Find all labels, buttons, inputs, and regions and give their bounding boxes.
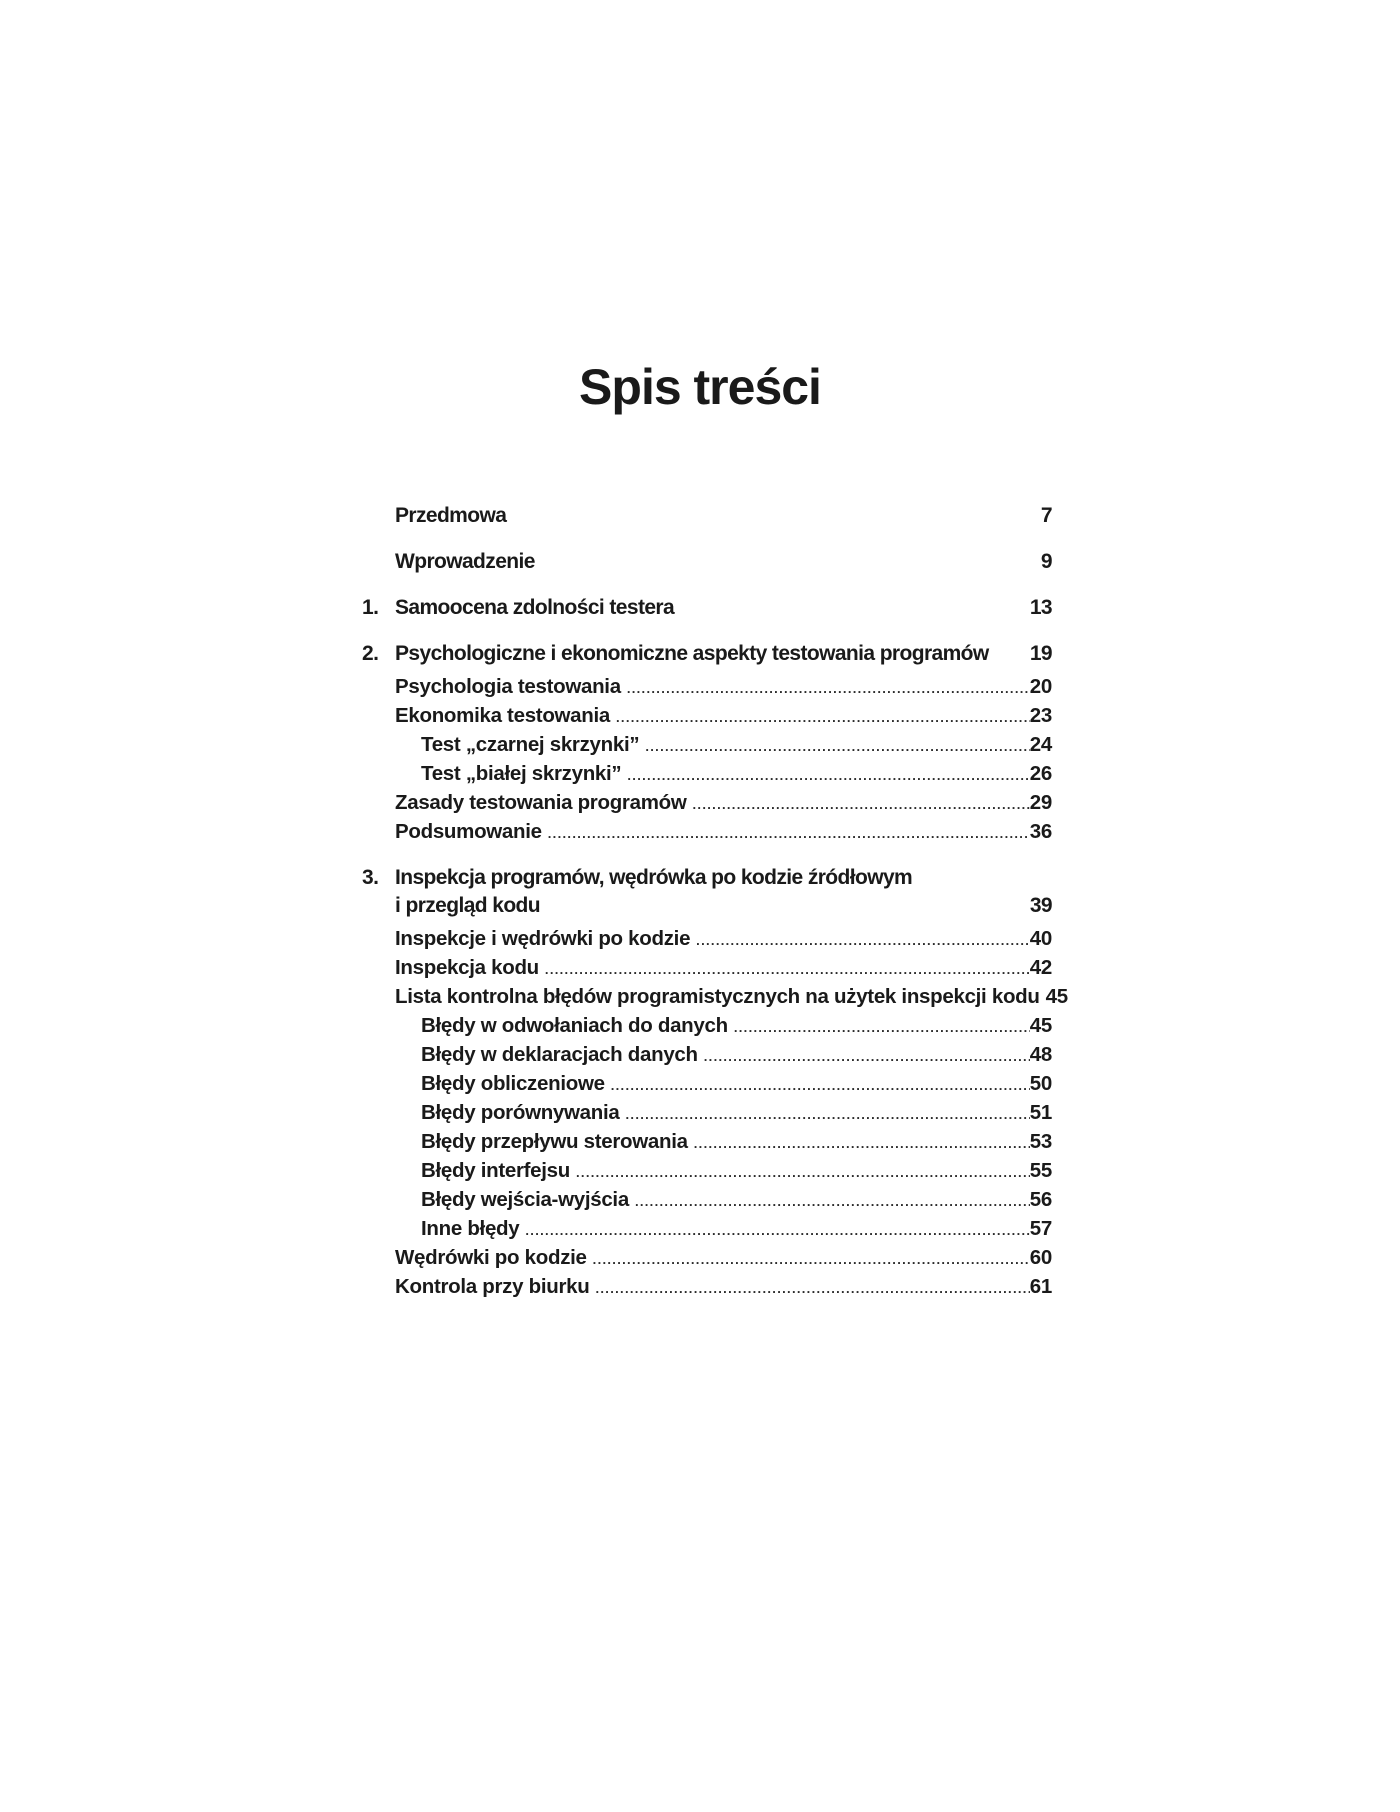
toc-entry[interactable] (395, 1127, 1052, 1156)
toc-chapter-row[interactable] (362, 892, 1052, 920)
toc-entry-page-number: 48 (1029, 1043, 1052, 1066)
toc-entry-title: Ekonomika testowania (395, 704, 611, 727)
toc-entry[interactable] (395, 1272, 1052, 1301)
toc-entry-page-number: 56 (1029, 1188, 1052, 1211)
page-title: Spis treści (579, 359, 821, 415)
toc-entry[interactable] (395, 701, 1052, 730)
toc-entry-page-number: 61 (1029, 1275, 1052, 1298)
toc-chapter (362, 594, 1052, 622)
toc-entry-page-number: 23 (1029, 704, 1052, 727)
toc-dot-leader (545, 955, 1030, 984)
toc-dot-leader (734, 1013, 1030, 1042)
toc-entry-page-number: 55 (1029, 1159, 1052, 1182)
toc-entry-page-number: 45 (1029, 1014, 1052, 1037)
toc-entry[interactable] (395, 730, 1052, 759)
toc-entry-page-number: 42 (1029, 956, 1052, 979)
toc-entry-title: Lista kontrolna błędów programistycznych na użytek inspekcji kodu (395, 985, 1040, 1008)
toc-entry-title: Błędy w odwołaniach do danych (421, 1014, 728, 1037)
toc-entry-title: Inspekcje i wędrówki po kodzie (395, 927, 691, 950)
toc-chapter-row[interactable] (362, 548, 1052, 576)
toc-dot-leader (611, 1071, 1030, 1100)
toc-entry[interactable] (395, 672, 1052, 701)
toc-entry[interactable] (395, 788, 1052, 817)
toc-chapter (362, 864, 1068, 1301)
toc-dot-leader (704, 1042, 1030, 1071)
toc-entry-page-number: 51 (1029, 1101, 1052, 1124)
toc-chapter-page-number: 7 (1040, 504, 1052, 527)
toc-chapter-number: 3. (362, 866, 379, 889)
toc-entry[interactable] (395, 982, 1068, 1011)
toc-dot-leader (645, 732, 1029, 761)
toc-dot-leader (576, 1158, 1030, 1187)
toc-entry-title: Błędy w deklaracjach danych (421, 1043, 698, 1066)
toc-entry-page-number: 36 (1029, 820, 1052, 843)
toc-chapter (362, 640, 1052, 846)
toc-entry[interactable] (395, 1098, 1052, 1127)
toc-chapter-row[interactable] (362, 864, 1052, 892)
toc-entry-page-number: 40 (1029, 927, 1052, 950)
toc-entry-page-number: 53 (1029, 1130, 1052, 1153)
toc-dot-leader (694, 1129, 1030, 1158)
toc-entry[interactable] (395, 759, 1052, 788)
toc-entry-title: Błędy wejścia-wyjścia (421, 1188, 629, 1211)
toc-chapter-page-number: 39 (1029, 894, 1052, 917)
toc-entry-title: Błędy interfejsu (421, 1159, 570, 1182)
toc-dot-leader (626, 1100, 1030, 1129)
toc-dot-leader (593, 1245, 1030, 1274)
toc-entry-list (395, 672, 1052, 846)
toc-entry[interactable] (395, 1069, 1052, 1098)
toc-entry-title: Test „czarnej skrzynki” (421, 733, 640, 756)
toc-chapter-title: Psychologiczne i ekonomiczne aspekty testowania programów (395, 642, 989, 665)
toc-entry[interactable] (395, 1040, 1052, 1069)
toc-dot-leader (693, 790, 1030, 819)
toc-entry-page-number: 24 (1029, 733, 1052, 756)
toc-chapter-page-number: 9 (1040, 550, 1052, 573)
toc-chapter-row[interactable] (362, 640, 1052, 668)
toc-entry-page-number: 45 (1045, 985, 1068, 1008)
toc-chapter-title: Inspekcja programów, wędrówka po kodzie źródłowym (395, 866, 913, 889)
toc-entry[interactable] (395, 1011, 1052, 1040)
toc-dot-leader (635, 1187, 1030, 1216)
toc-entry-title: Kontrola przy biurku (395, 1275, 590, 1298)
toc-entry-page-number: 29 (1029, 791, 1052, 814)
toc-chapter-number: 2. (362, 642, 379, 665)
toc-entry[interactable] (395, 817, 1052, 846)
toc-chapter-title: i przegląd kodu (395, 894, 541, 917)
toc-entry-list (395, 924, 1068, 1301)
toc-chapter (362, 548, 1052, 576)
table-of-contents (362, 502, 1068, 1301)
toc-entry-title: Błędy przepływu sterowania (421, 1130, 688, 1153)
toc-chapter-row[interactable] (362, 594, 1052, 622)
toc-dot-leader (627, 761, 1029, 790)
toc-entry-page-number: 60 (1029, 1246, 1052, 1269)
toc-entry-title: Zasady testowania programów (395, 791, 687, 814)
toc-chapter-title: Samoocena zdolności testera (395, 596, 675, 619)
toc-entry-title: Wędrówki po kodzie (395, 1246, 587, 1269)
toc-entry[interactable] (395, 1156, 1052, 1185)
toc-entry-title: Psychologia testowania (395, 675, 621, 698)
toc-chapter (362, 502, 1052, 530)
toc-entry[interactable] (395, 1243, 1052, 1272)
toc-entry-page-number: 20 (1029, 675, 1052, 698)
toc-entry-title: Błędy obliczeniowe (421, 1072, 605, 1095)
toc-entry-page-number: 50 (1029, 1072, 1052, 1095)
toc-chapter-row[interactable] (362, 502, 1052, 530)
toc-entry-title: Inspekcja kodu (395, 956, 539, 979)
toc-entry-page-number: 57 (1029, 1217, 1052, 1240)
toc-entry[interactable] (395, 924, 1052, 953)
toc-entry-title: Błędy porównywania (421, 1101, 620, 1124)
toc-chapter-title: Wprowadzenie (395, 550, 535, 573)
toc-entry-title: Test „białej skrzynki” (421, 762, 622, 785)
toc-dot-leader (696, 926, 1030, 955)
toc-entry[interactable] (395, 1185, 1052, 1214)
toc-dot-leader (616, 703, 1030, 732)
toc-entry-page-number: 26 (1029, 762, 1052, 785)
toc-dot-leader (627, 674, 1030, 703)
toc-dot-leader (525, 1216, 1029, 1245)
toc-entry-title: Inne błędy (421, 1217, 520, 1240)
toc-dot-leader (595, 1274, 1029, 1303)
toc-chapter-page-number: 13 (1029, 596, 1052, 619)
toc-entry-title: Podsumowanie (395, 820, 542, 843)
toc-dot-leader (548, 819, 1030, 848)
toc-entry[interactable] (395, 953, 1052, 982)
toc-entry[interactable] (395, 1214, 1052, 1243)
toc-chapter-title: Przedmowa (395, 504, 507, 527)
toc-chapter-number: 1. (362, 596, 379, 619)
toc-chapter-page-number: 19 (1029, 642, 1052, 665)
